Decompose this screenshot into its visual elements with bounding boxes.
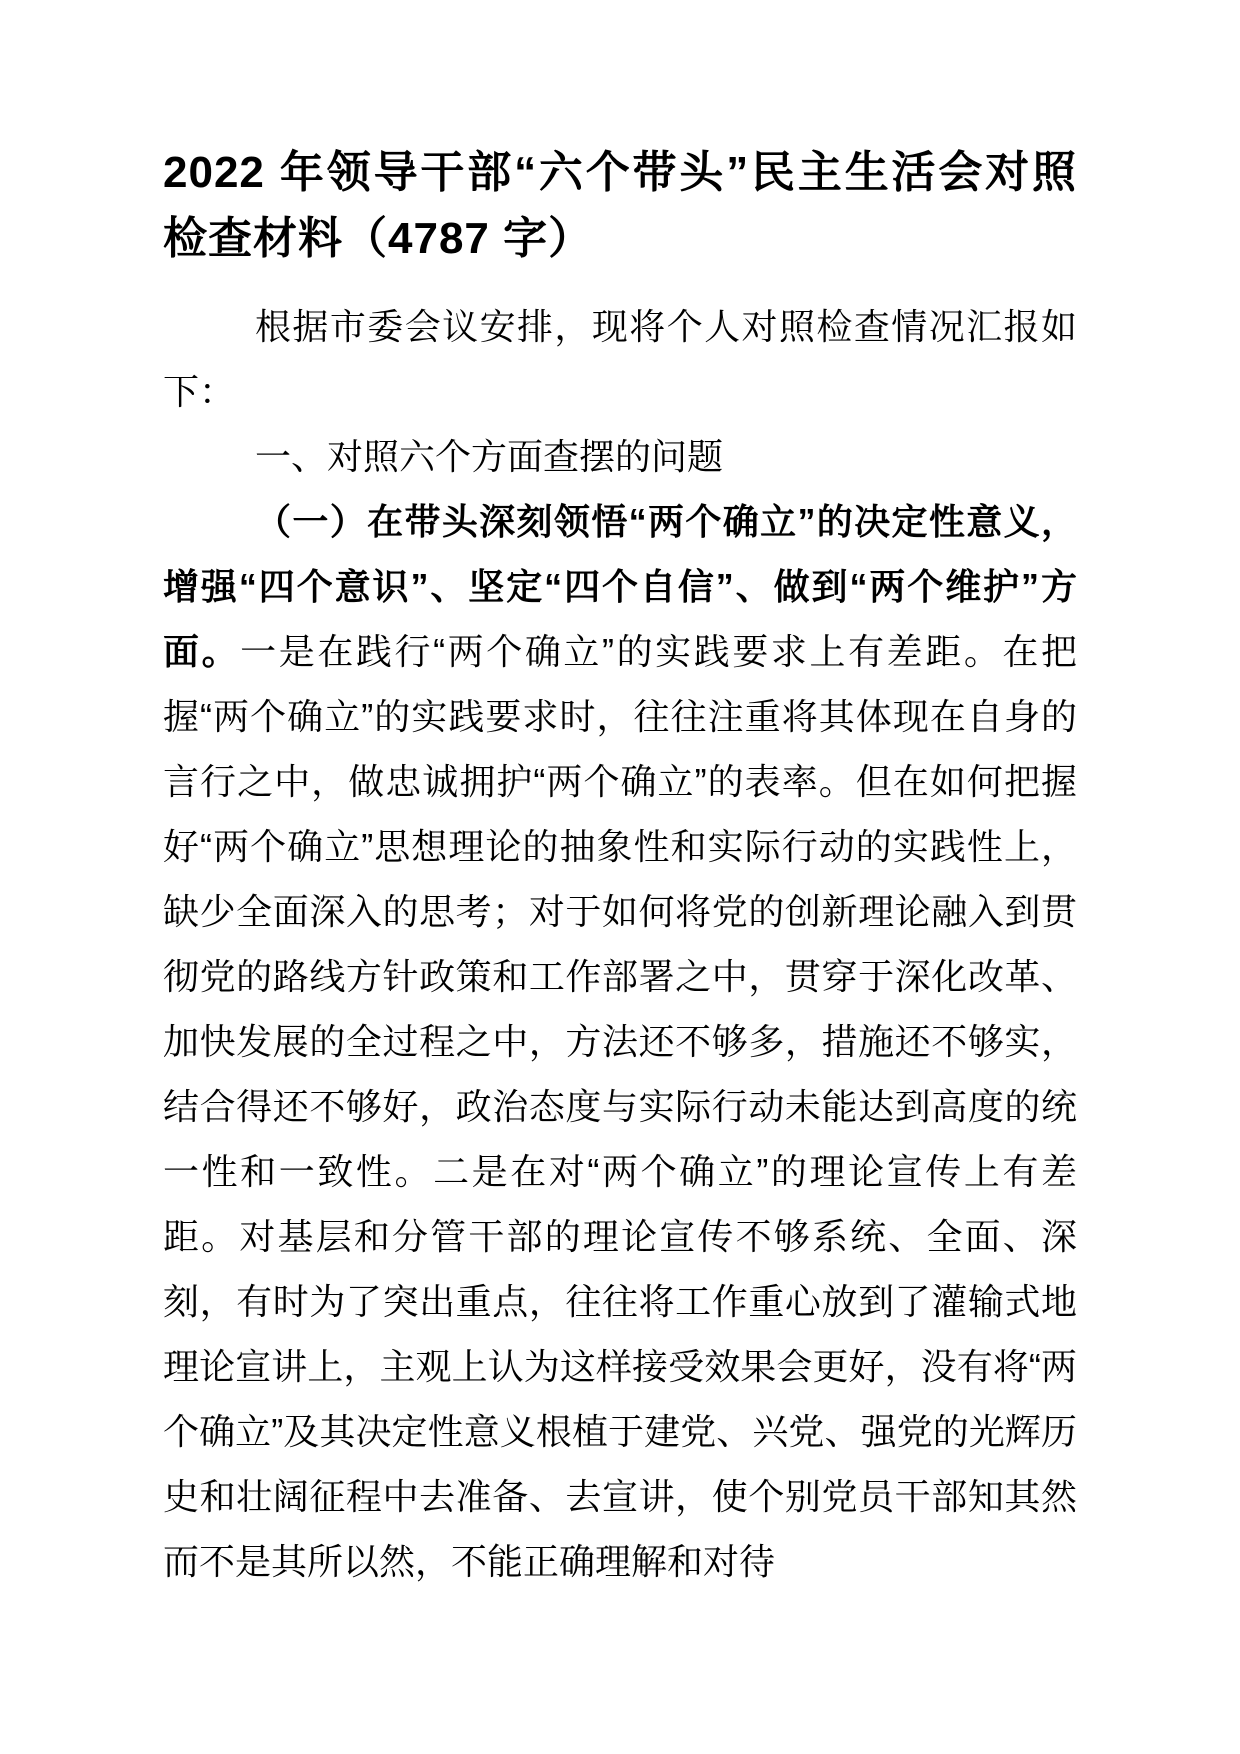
intro-paragraph: 根据市委会议安排，现将个人对照检查情况汇报如下：: [163, 306, 1077, 412]
item-one-body-text: 一是在践行“两个确立”的实践要求上有差距。在把握“两个确立”的实践要求时，往往注重将其体现在自身的言行之中，做忠诚拥护“两个确立”的表率。但在如何把握好“两个确立”思想理论的抽象性和实际行动的实践性上，缺少全面深入的思考；对于如何将党的创新理论融入到贯彻党的路线方针政策和工作部署之中，贯穿于深化改革、加快发展的全过程之中，方法还不够多，措施还不够实，结合得还不够好，政治态度与实际行动未能达到高度的统一性和一致性。二是在对“两个确立”的理论宣传上有差距。对基层和分管干部的理论宣传不够系统、全面、深刻，有时为了突出重点，往往将工作重心放到了灌输式地理论宣讲上，主观上认为这样接受效果会更好，没有将“两个确立”及其决定性意义根植于建党、兴党、强党的光辉历史和壮阔征程中去准备、去宣讲，使个别党员干部知其然而不是其所以然，不能正确理解和对待: [163, 631, 1077, 1582]
item-one-lead-bold: （一）在带头深刻领悟“两个确立”的决定性意义，增强“四个意识”、坚定“四个自信”、做到“两个维护”方面。: [163, 501, 1077, 672]
section-heading: 一、对照六个方面查摆的问题: [255, 436, 724, 477]
document-title: 2022 年领导干部“六个带头”民主生活会对照检查材料（4787 字）: [163, 148, 1077, 263]
item-one-paragraph: [163, 489, 1077, 1594]
